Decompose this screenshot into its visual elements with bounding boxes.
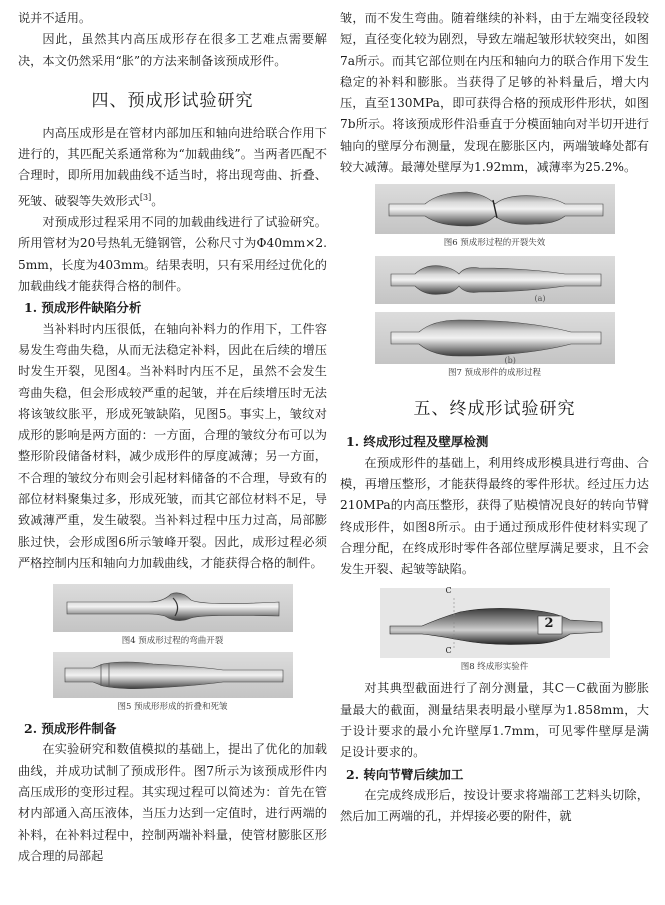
right-column (340, 8, 649, 828)
paragraph-final-forming: 在预成形件的基础上，利用终成形模具进行弯曲、合模，再增压整形，才能获得最终的零件形状。经过压力达210MPa的内高压整形，获得了贴模情况良好的转向节臂终成形件，如图8所示。由于通过预成形件使材料实现了合理分配，在终成形时零件各部位壁厚满足要求，且不会发生开裂、起皱等缺陷。 (340, 455, 649, 577)
paragraph-conclusion: 因此，虽然其内高压成形存在很多工艺难点需要解决，本文仍然采用“胀”的方法来制备该预成形件。 (18, 32, 327, 68)
figure-4-photo (53, 584, 293, 632)
figure-8-part-mark: 2 (544, 616, 554, 632)
left-column (18, 8, 327, 867)
subsection-title-final-process: 1. 终成形过程及壁厚检测 (346, 434, 489, 450)
paragraph-loading-curve (18, 123, 327, 212)
section-title-final-forming: 五、终成形试验研究 (413, 399, 576, 420)
paragraph-preform-process: 皱，而不发生弯曲。随着继续的补料，由于左端变径段较短，直径变化较为剧烈，导致左端起皱形状较突出，如图7a所示。而其它部位则在内压和轴向力的联合作用下发生稳定的补料和膨胀。当获得了足够的补料量后，增大内压，直至130MPa，即可获得合格的预成形件形状，如图7b所示。将该预成形件沿垂直于分模面轴向对半切开进行轴向的壁厚分布测量，发现在膨胀区内，两端皱峰处都有较大减薄。最薄处壁厚为1.92mm，减薄率为25.2%。 (340, 11, 649, 175)
paragraph-defects: 当补料时内压很低，在轴向补料力的作用下，工件容易发生弯曲失稳，从而无法稳定补料，因此在后续的增压时发生开裂，见图4。当补料时内压不足，虽然不会发生弯曲失稳，但会形成较严重的起皱，并在后续增压时无法将该皱纹胀平，形成死皱缺陷，见图5。事实上，皱纹对成形的影响是两方面的：一方面，合理的皱纹分布可以为整形阶段储备材料，减少成形件的厚度减薄；另一方面，不合理的皱纹分布则会引起材料储备的不合理，导致有的部位材料聚集过多，形成死皱，而其它部位材料不足，导致减薄严重，发生破裂。当补料过程中压力过高，局部膨胀过快，会形成图6所示皱峰开裂。因此，成形过程必须严格控制内压和轴向力加载曲线，才能获得合格的制件。 (18, 321, 327, 570)
figure-8-section-label-top: C (445, 586, 452, 596)
section-title-preform: 四、预成形试验研究 (91, 90, 254, 111)
paragraph-continuation: 说并不适用。 (18, 11, 92, 25)
subsection-title-defects: 1. 预成形件缺陷分析 (24, 300, 142, 316)
paragraph-experiment: 对预成形过程采用不同的加载曲线进行了试验研究。所用管材为20号热轧无缝钢管，公称尺寸为Φ40mm×2.5mm，长度为403mm。结果表明，只有采用经过优化的加载曲线才能获得合格的制件。 (18, 215, 327, 294)
figure-7 (375, 256, 615, 364)
figure-8 (380, 588, 610, 658)
paragraph-loading-curve-text: 内高压成形是在管材内部加压和轴向进给联合作用下进行的，其匹配关系通常称为“加载曲线”。当两者匹配不合理时，即所用加载曲线不适当时，将出现弯曲、折叠、死皱、破裂等失效形式 (18, 125, 327, 208)
paragraph-post-processing: 在完成终成形后，按设计要求将端部工艺料头切除，然后加工两端的孔，并焊接必要的附件，就 (340, 787, 649, 824)
figure-6-photo (375, 184, 615, 234)
figure-7b-photo (375, 312, 615, 364)
figure-6-caption: 图6 预成形过程的开裂失效 (443, 238, 546, 249)
subsection-title-preparation: 2. 预成形件制备 (24, 721, 117, 737)
figure-6 (375, 184, 615, 234)
figure-5-caption: 图5 预成形形成的折叠和死皱 (117, 702, 228, 713)
figure-5 (53, 652, 293, 698)
figure-8-section-label-bottom: C (445, 646, 452, 656)
paragraph-wall-thickness: 对其典型截面进行了剖分测量，其C－C截面为膨胀量最大的截面，测量结果表明最小壁厚为1.858mm，大于设计要求的最小允许壁厚1.7mm，可见零件壁厚是满足设计要求的。 (340, 681, 649, 760)
figure-8-caption: 图8 终成形实验件 (460, 662, 529, 673)
paragraph-preparation: 在实验研究和数值模拟的基础上，提出了优化的加载曲线，并成功试制了预成形件。图7所示为该预成形件内高压成形的变形过程。其实现过程可以简述为：首先在管材内部通入高压液体，当压力达到一定值时，进行两端的补料，在补料过程中，控制两端补料量，使管材膨胀区形成合理的局部起 (18, 742, 327, 863)
figure-8-photo (380, 588, 610, 658)
figure-5-photo (53, 652, 293, 698)
paragraph-loading-curve-end: 。 (151, 193, 164, 208)
figure-4-caption: 图4 预成形过程的弯曲开裂 (121, 636, 224, 647)
figure-7b-label: (b) (504, 356, 516, 366)
figure-7-caption: 图7 预成形件的成形过程 (447, 368, 542, 379)
figure-7a-photo (375, 256, 615, 304)
figure-7a-label: (a) (534, 294, 546, 304)
reference-mark: [3] (139, 192, 152, 202)
subsection-title-post-processing: 2. 转向节臂后续加工 (346, 766, 464, 782)
figure-4 (53, 584, 293, 632)
